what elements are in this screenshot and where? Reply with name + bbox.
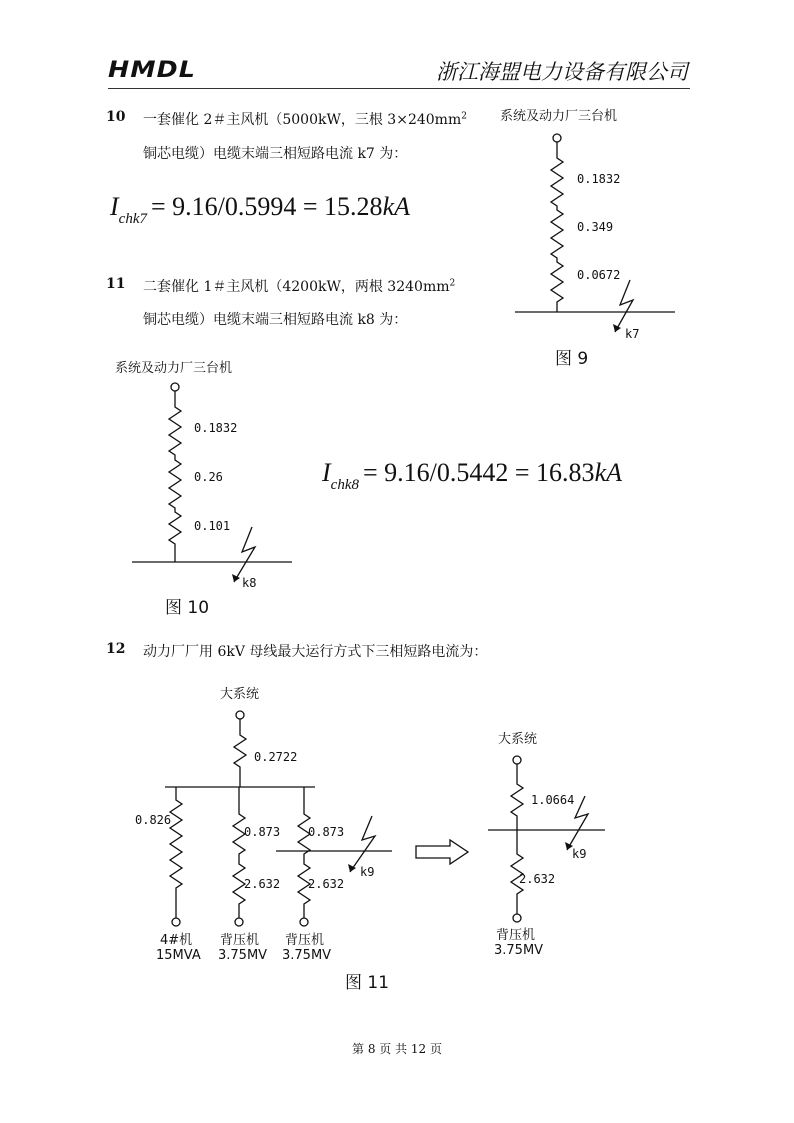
formula-k7: $I_{chk7} = 9.16/0.5994 = 15.28kA$	[110, 192, 410, 227]
fig11-gen1: 4#机	[160, 933, 193, 948]
fig11-gen3-cap: 3.75MV	[282, 948, 332, 963]
fig11-r-b1a: 0.873	[244, 825, 281, 839]
fig10-source-label: 系统及动力厂三台机	[115, 361, 233, 376]
fig11-gen1-cap: 15MVA	[156, 948, 201, 963]
figure-11-diagram	[120, 680, 620, 1000]
fig11-eq-r2: 2.632	[519, 872, 556, 886]
equivalence-arrow-icon	[416, 840, 468, 864]
fig10-fault-label: k8	[242, 576, 257, 590]
company-logo: HMDL	[108, 58, 197, 83]
fig11-gen2-cap: 3.75MV	[218, 948, 268, 963]
item-10-text: 一套催化 2＃主风机（5000kW，三根 $3\times 240mm^2$	[143, 111, 467, 128]
fig11-r-sys: 0.2722	[254, 750, 298, 764]
item-10-number: 10	[106, 109, 126, 125]
formula-k8: $I_{chk8} = 9.16/0.5442 = 16.83kA$	[322, 458, 622, 493]
figure-10-diagram	[110, 352, 310, 622]
fig9-r2: 0.349	[577, 220, 614, 234]
fig11-r-b2b: 2.632	[308, 877, 345, 891]
fig11-eq-source: 大系统	[498, 732, 538, 747]
page-footer: 第 8 页 共 12 页	[352, 1042, 442, 1056]
fig11-eq-r1: 1.0664	[531, 793, 575, 807]
fig11-r-4: 0.826	[135, 813, 172, 827]
item-11-text: 二套催化 1＃主风机（4200kW，两根 $3240mm^2$	[143, 278, 456, 295]
item-10-text-2: 铜芯电缆）电缆末端三相短路电流 k7 为：	[143, 146, 408, 162]
fig11-gen2: 背压机	[220, 933, 260, 948]
fig11-caption: 图 11	[345, 973, 390, 993]
fig11-eq-gen-cap: 3.75MV	[494, 943, 544, 958]
fig11-gen3: 背压机	[285, 933, 325, 948]
item-11-text-2: 铜芯电缆）电缆末端三相短路电流 k8 为：	[143, 312, 408, 328]
fig10-r3: 0.101	[194, 519, 231, 533]
item-11-number: 11	[106, 276, 126, 292]
figure-9-diagram	[495, 100, 695, 375]
fig9-r3: 0.0672	[577, 268, 621, 282]
fig11-source-label: 大系统	[220, 687, 260, 702]
fig9-source-label: 系统及动力厂三台机	[500, 109, 618, 124]
fig11-r-b2a: 0.873	[308, 825, 345, 839]
fig11-eq-fault: k9	[572, 847, 587, 861]
fig9-caption: 图 9	[555, 349, 589, 369]
fig11-fault: k9	[360, 865, 375, 879]
fig10-caption: 图 10	[165, 598, 210, 618]
item-12-text: 动力厂厂用 6kV 母线最大运行方式下三相短路电流为：	[143, 644, 488, 660]
fig11-r-b1b: 2.632	[244, 877, 281, 891]
fig10-r1: 0.1832	[194, 421, 238, 435]
fig9-r1: 0.1832	[577, 172, 621, 186]
fig11-eq-gen: 背压机	[496, 928, 536, 943]
header-rule	[108, 88, 690, 89]
fig9-fault-label: k7	[625, 327, 640, 341]
fig10-r2: 0.26	[194, 470, 223, 484]
company-name: 浙江海盟电力设备有限公司	[436, 60, 688, 84]
item-12-number: 12	[106, 641, 126, 657]
